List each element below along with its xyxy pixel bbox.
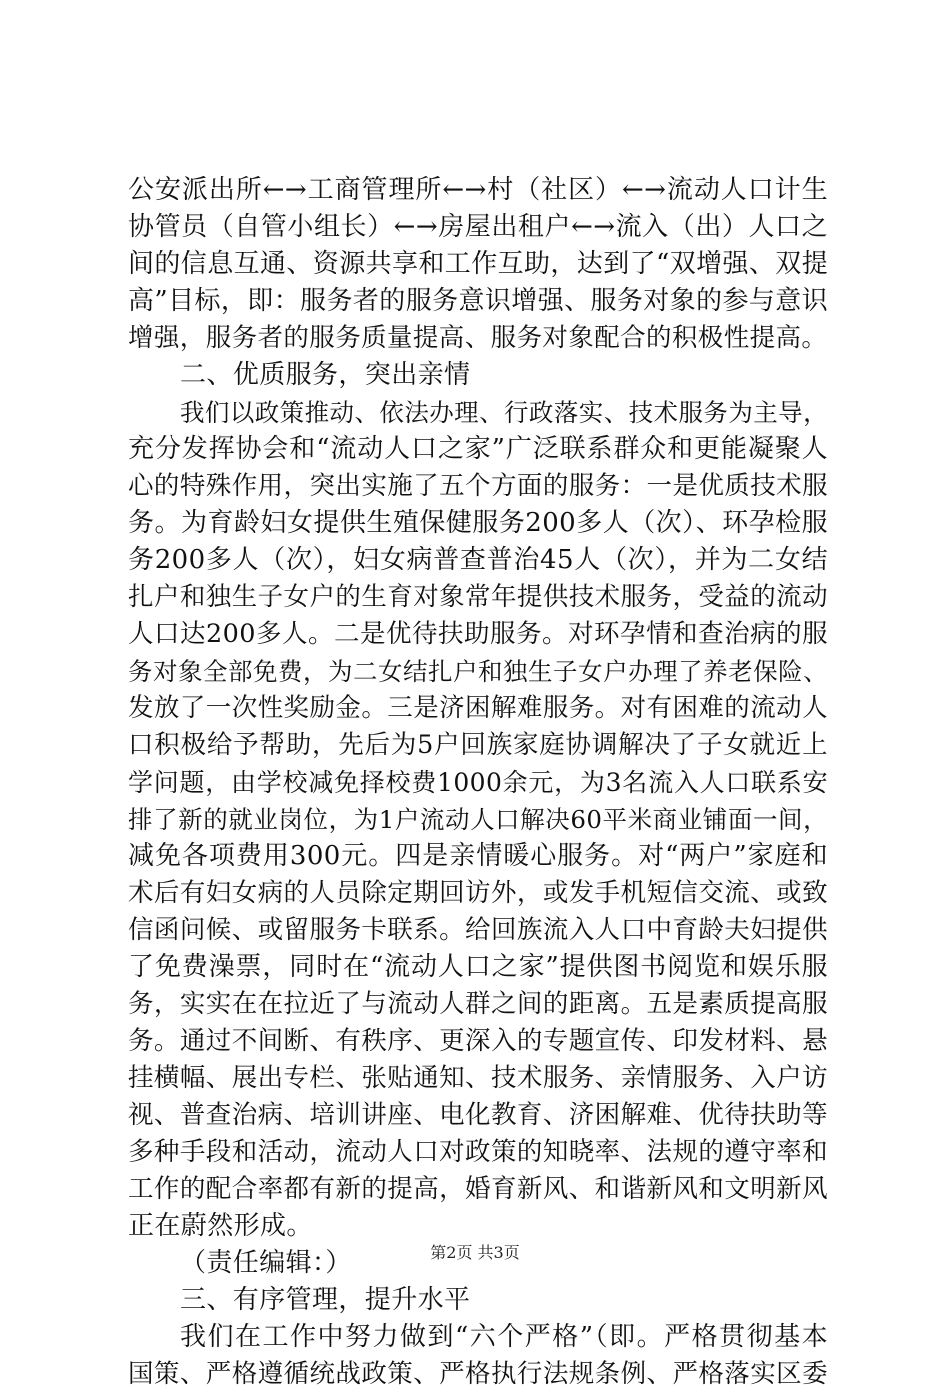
- text-line: 排了新的就业岗位，为1户流动人口解决60平米商业铺面一间，: [128, 805, 828, 834]
- text-line: 视、普查治病、培训讲座、电化教育、济困解难、优待扶助等: [128, 1100, 828, 1130]
- text-line: 我们以政策推动、依法办理、行政落实、技术服务为主导，: [180, 398, 828, 427]
- text-line: 发放了一次性奖励金。三是济困解难服务。对有困难的流动人: [128, 693, 828, 723]
- text-line: （责任编辑：）: [180, 1248, 352, 1278]
- text-line: 工作的配合率都有新的提高，婚育新风、和谐新风和文明新风: [128, 1174, 828, 1204]
- text-line: 二、优质服务，突出亲情: [180, 360, 471, 390]
- text-line: 心的特殊作用，突出实施了五个方面的服务：一是优质技术服: [128, 471, 828, 501]
- text-line: 术后有妇女病的人员除定期回访外，或发手机短信交流、或致: [128, 878, 828, 908]
- body-text: [128, 172, 828, 1393]
- text-line: 增强，服务者的服务质量提高、服务对象配合的积极性提高。: [128, 323, 828, 353]
- page-footer: 第2页 共3页: [430, 1243, 520, 1262]
- text-line: 高”目标，即：服务者的服务意识增强、服务对象的参与意识: [128, 286, 829, 316]
- text-line: 挂横幅、展出专栏、张贴通知、技术服务、亲情服务、入户访: [128, 1063, 828, 1093]
- text-line: 充分发挥协会和“流动人口之家”广泛联系群众和更能凝聚人: [128, 434, 828, 464]
- text-line: 务。为育龄妇女提供生殖保健服务200多人（次）、环孕检服: [128, 508, 828, 538]
- text-line: 人口达200多人。二是优待扶助服务。对环孕情和查治病的服: [128, 619, 828, 649]
- text-line: 国策、严格遵循统战政策、严格执行法规条例、严格落实区委: [128, 1359, 828, 1389]
- text-line: 学问题，由学校减免择校费1000余元，为3名流入人口联系安: [128, 768, 828, 797]
- text-line: 口积极给予帮助，先后为5户回族家庭协调解决了子女就近上: [128, 730, 828, 760]
- text-line: 我们在工作中努力做到“六个严格”（即。严格贯彻基本: [180, 1322, 828, 1352]
- text-line: 正在蔚然形成。: [128, 1211, 313, 1241]
- text-line: 间的信息互通、资源共享和工作互助，达到了“双增强、双提: [128, 249, 829, 279]
- text-line: 了免费澡票，同时在“流动人口之家”提供图书阅览和娱乐服: [128, 952, 828, 982]
- text-line: 多种手段和活动，流动人口对政策的知晓率、法规的遵守率和: [128, 1137, 828, 1167]
- text-line: 信函问候、或留服务卡联系。给回族流入人口中育龄夫妇提供: [128, 915, 828, 945]
- text-line: 扎户和独生子女户的生育对象常年提供技术服务，受益的流动: [128, 582, 828, 612]
- text-line: 减免各项费用300元。四是亲情暖心服务。对“两户”家庭和: [128, 841, 828, 871]
- text-line: 务。通过不间断、有秩序、更深入的专题宣传、印发材料、悬: [128, 1026, 828, 1056]
- text-line: 务，实实在在拉近了与流动人群之间的距离。五是素质提高服: [128, 989, 828, 1019]
- text-line: 务对象全部免费，为二女结扎户和独生子女户办理了养老保险、: [128, 657, 828, 686]
- text-line: 三、有序管理，提升水平: [180, 1285, 471, 1315]
- text-line: 公安派出所←→工商管理所←→村（社区）←→流动人口计生: [128, 175, 828, 205]
- text-line: 协管员（自管小组长）←→房屋出租户←→流入（出）人口之: [128, 212, 828, 242]
- text-line: 务200多人（次），妇女病普查普治45人（次），并为二女结: [128, 545, 828, 575]
